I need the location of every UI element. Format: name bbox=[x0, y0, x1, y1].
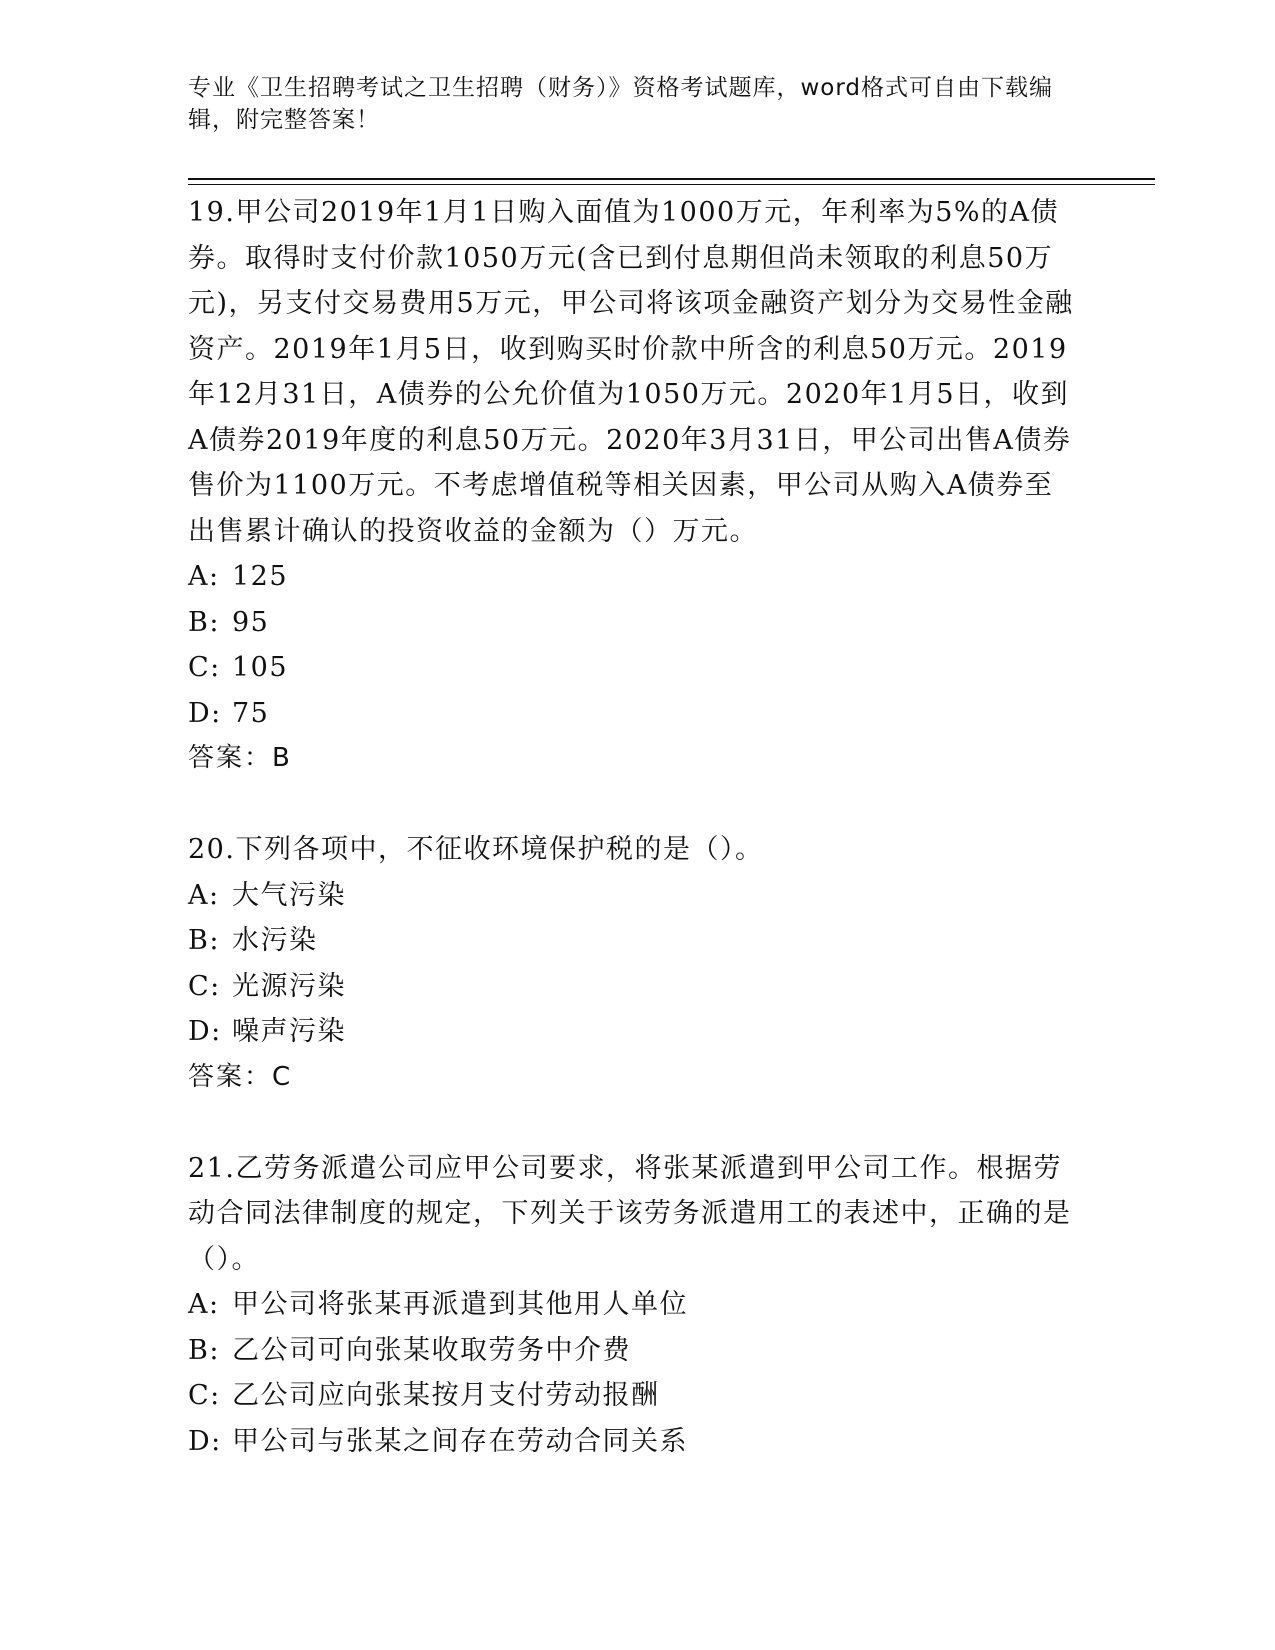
option-label: B: bbox=[188, 606, 220, 638]
option-c bbox=[188, 964, 1088, 1010]
option-text: 95 bbox=[232, 606, 270, 638]
answer-line: 答案：B bbox=[188, 743, 292, 773]
option-text: 噪声污染 bbox=[232, 1016, 346, 1047]
option-label: C: bbox=[188, 970, 221, 1002]
option-a bbox=[188, 873, 1088, 919]
option-b bbox=[188, 600, 1088, 646]
header-divider bbox=[188, 178, 1155, 185]
question-21 bbox=[188, 1146, 1088, 1465]
option-a bbox=[188, 1282, 1088, 1328]
answer-line: 答案：C bbox=[188, 1061, 293, 1092]
option-label: A: bbox=[188, 879, 220, 911]
option-text: 乙公司应向张某按月支付劳动报酬 bbox=[232, 1380, 660, 1411]
option-text: 105 bbox=[232, 652, 289, 683]
option-c bbox=[188, 645, 1088, 691]
option-label: A: bbox=[188, 561, 220, 592]
option-label: D: bbox=[188, 1425, 222, 1457]
spacer bbox=[188, 780, 1088, 827]
question-20 bbox=[188, 827, 1088, 1099]
divider-thick-line bbox=[188, 178, 1155, 180]
option-label: C: bbox=[188, 652, 221, 683]
question-text: 21.乙劳务派遣公司应甲公司要求，将张某派遣到甲公司工作。根据劳动合同法律制度的规定，下列关于该劳务派遣用工的表述中，正确的是（）。 bbox=[188, 1152, 1072, 1275]
option-label: D: bbox=[188, 1016, 222, 1047]
option-text: 甲公司与张某之间存在劳动合同关系 bbox=[232, 1425, 688, 1457]
option-label: B: bbox=[188, 1334, 220, 1366]
option-text: 125 bbox=[232, 561, 289, 592]
option-b bbox=[188, 918, 1088, 964]
document-header: 专业《卫生招聘考试之卫生招聘（财务）》资格考试题库，word格式可自由下载编辑，附完整答案！ bbox=[188, 75, 1054, 133]
option-text: 75 bbox=[232, 697, 270, 729]
option-text: 水污染 bbox=[232, 925, 318, 956]
question-text: 19.甲公司2019年1月1日购入面值为1000万元，年利率为5%的A债券。取得时支付价款1050万元(含已到付息期但尚未领取的利息50万元)，另支付交易费用5万元，甲公司将该项金融资产划分为交易性金融资产。2019年1月5日，收到购买时价款中所含的利息50万元。2019年12月31日，A债券的公允价值为1050万元。2020年1月5日，收到A债券2019年度的利息50万元。2020年3月31日，甲公司出售A债券售价为1100万元。不考虑增值税等相关因素，甲公司从购入A债券至出售累计确认的投资收益的金额为（）万元。 bbox=[188, 197, 1074, 547]
question-list bbox=[188, 190, 1088, 1464]
option-label: C: bbox=[188, 1380, 221, 1411]
question-19 bbox=[188, 190, 1088, 780]
question-text: 20.下列各项中，不征收环境保护税的是（）。 bbox=[188, 834, 764, 865]
option-text: 光源污染 bbox=[232, 970, 346, 1002]
option-a bbox=[188, 554, 1088, 600]
option-label: D: bbox=[188, 697, 222, 729]
option-d bbox=[188, 1009, 1088, 1055]
option-label: B: bbox=[188, 925, 220, 956]
option-d bbox=[188, 1419, 1088, 1465]
divider-thin-line bbox=[188, 184, 1155, 185]
option-d bbox=[188, 691, 1088, 737]
option-b bbox=[188, 1328, 1088, 1374]
option-text: 乙公司可向张某收取劳务中介费 bbox=[232, 1334, 631, 1366]
spacer bbox=[188, 1099, 1088, 1146]
option-text: 大气污染 bbox=[232, 879, 346, 911]
option-label: A: bbox=[188, 1289, 220, 1320]
option-c bbox=[188, 1373, 1088, 1419]
option-text: 甲公司将张某再派遣到其他用人单位 bbox=[232, 1289, 688, 1320]
